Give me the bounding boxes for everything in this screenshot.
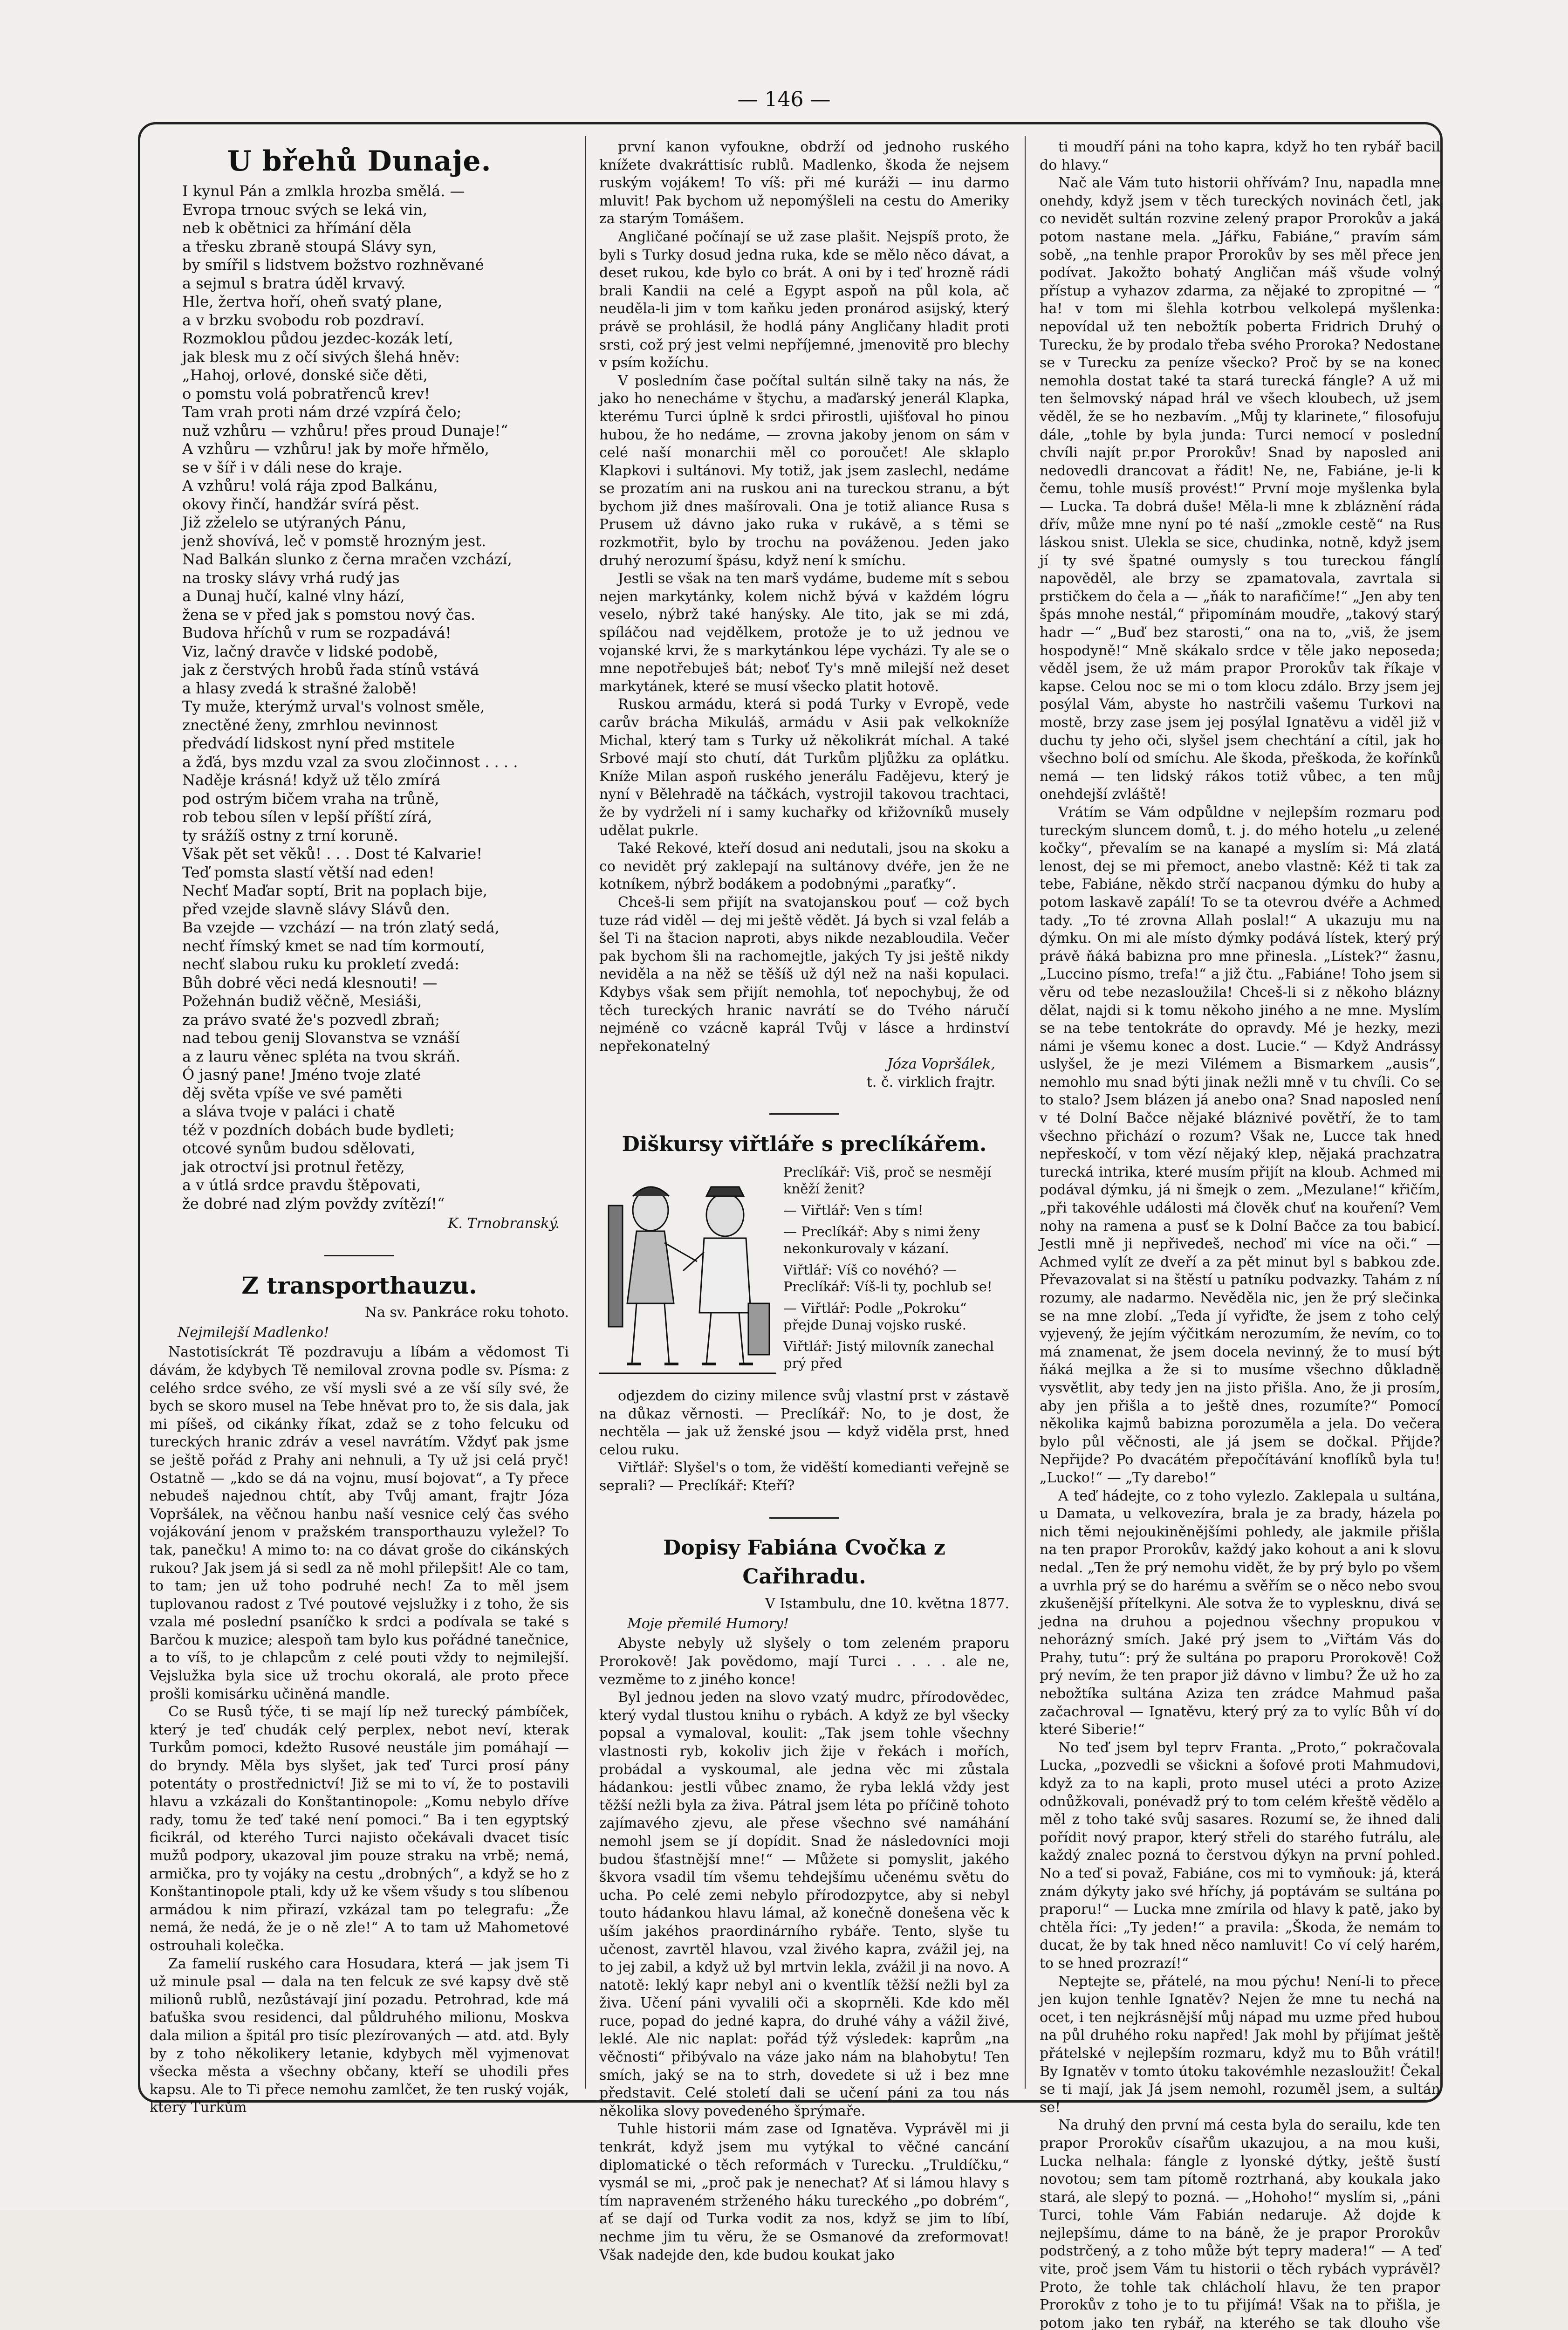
dialogue-continuation [599,1387,1009,1495]
paragraph: Neptejte se, přátelé, na mou pýchu! Není-li to přece jen kujon tenhle Ignatěv? Nejen že mne tu nechá na ocet, i ten nejkrásnější můj nápad mu uzme před hubou na půl druhého roku napřed! Jak mohl by přijímat ještě přátelské v nejlepším rozmaru, když mu to Bůh vrátil! By Ignatěv v tomto útoku takovémhle nezasloužit! Čekal se ti mají, jak Já jsem nemohl, rozuměl jsem, a sultán se! [1040,1973,1440,2116]
poem-title: U břehů Dunaje. [227,145,492,178]
paragraph: V posledním čase počítal sultán silně taky na nás, že jako ho nenecháme v štychu, a maďarský jenerál Klapka, kterému Turci úplně k srdci přirostli, ujišťoval ho pinou hubou, že ho nedáme, — zrovna jakoby jenom on sám v celé naší monarchii měl co poroučet! Ale sklaplo Klapkovi i sultánovi. My totiž, jak jsem zaslechl, nedáme se prozatím ani na ruskou ani na tureckou stranu, a být bychom již dnes mašírovali. Ona je totiž aliance Rusa s Prusem už dávno jako ruka v rukávě, a s těmi se rozkmotřit, bylo by trochu na pováženou. Jeden jako druhý nerozumí špásu, když není k smíchu. [599,372,1009,569]
paragraph: první kanon vyfoukne, obdrží od jednoho ruského knížete dvakráttisíc rublů. Madlenko, škoda že nejsem ruským vojákem! To víš: při mé kuráži — inu darmo mluvit! Pak bychom už nepomýšleli na cestu do Ameriky za starým Tomášem. [599,139,1009,227]
poem [150,182,569,1213]
dialogue-title: Diškursy viřtláře s preclíkářem. [622,1132,987,1157]
dialogue-line: Preclíkář: Viš, proč se nesmějí kněží ženit? [783,1164,992,1197]
column-rule [585,136,586,2089]
poem-line: a z lauru věnec spléta na tvou skráň. [182,1047,460,1065]
paragraph: Angličané počínají se už zase plašit. Nejspíš proto, že byli s Turky dosud jedna ruka, kde se mělo něco dávat, a deset rukou, kde bylo co brát. A oni by i teď hrozně rádi brali Kandii na celé a Egypt aspoň na půl kola, ač neuděla-li jim v tom kaňku jeden pronárod asijský, který právě se prohlásil, že hodlá pány Angličany hladit proti srsti, což prý jest velmi nepříjemné, jmenovitě pro blechy v psím kožíchu. [599,228,1009,371]
poem-line: nechť římský kmet se nad tím kormoutí, [182,937,485,955]
poem-line: A vzhůru! volá rája zpod Balkánu, [182,477,438,494]
poem-line: A vzhůru — vzhůru! jak by moře hřmělo, [182,440,489,458]
letter-body [150,1343,569,2117]
dialogue-line: Viřtlář: Víš co novéhó? — Preclíkář: Víš-li ty, pochlub se! [783,1262,993,1295]
poem-line: a Dunaj hučí, kalné vlny hází, [182,587,405,605]
poem-line: a žďá, bys mzdu vzal za svou zločinnost . . . . [182,753,518,771]
letters-body [599,1635,1009,2264]
poem-line: Teď pomsta slastí větší nad eden! [182,863,435,881]
two-men-illustration [599,1164,776,1383]
poem-line: Ó jasný pane! Jméno tvoje zlaté [182,1066,421,1083]
dialogue-line: — Viřtlář: Ven s tím! [783,1202,924,1219]
poem-line: jak otroctví jsi protnul řetězy, [182,1158,405,1176]
poem-line: Budova hříchů v rum se rozpadává! [182,624,452,642]
poem-line: Však pět set věků! . . . Dost té Kalvarie! [182,845,483,863]
separator [150,1243,569,1261]
paragraph: Chceš-li sem přijít na svatojanskou pouť — což bych tuze rád viděl — dej mi ještě vědět. Já bych si vzal feláb a šel Ti na štacion naproti, abys nikde nezabloudila. Večer pak bychom šli na rachomejtle, jakých Ty jsi ještě nikdy neviděla a na něž se těšíš už dýl než na naši kopulaci. Kdybys však sem přijít nemohla, toť nepochybuj, že od těch tureckých hranic navrátí se do Tvého náručí nejméně co vzácně kaprál Tvůj v lásce a hrdinství nepřekonatelný [599,894,1009,1055]
separator [599,1506,1009,1524]
paragraph: Nastotisíckrát Tě pozdravuju a líbám a vědomost Ti dávám, že kdybych Tě nemiloval zrovna podle sv. Písma: z celého srdce svého, ze vší mysli své a ze vší síly své, že bych se skoro musel na Tebe hněvat pro to, že sis dala, jak mi píšeš, od cikánky říkat, zdaž se z toho felcuku od tureckých hranic zdráv a vesel navrátím. Vždyť pak jsme se ještě pořád z Prahy ani nehnuli, a Ty už jsi celá pryč! Ostatně — „kdo se dá na vojnu, musí bojovat“, a Ty přece nebudeš najednou chtít, aby Tvůj amant, frajtr Józa Vopršálek, na věčnou hanbu naší vesnice celý čas svého vojákování jenom v pražském transporthauzu vyležel? To tak, panečku! A mimo to: na co dávat groše do cikánských rukou? Jak jsem já si sedl za ně mohl přilepšit! Ale co tam, to tam; jen už toho podruhé nech! Za to měl jsem tuplovanou radost z Tvé poutové vejslužky i z toho, že sis vzala mé poslední psaníčko k srdci a podívala se také s Barčou k muzice; alespoň tam bylo kus pořádné tanečnice, a to víš, to je chlapcům z celé pouti vždy to nejmilejší. Vejslužka byla sice už trochu okoralá, ale proto přece prošli komisárku učiněná mandle. [150,1344,569,1702]
dialogue-line: odjezdem do ciziny milence svůj vlastní prst v zástavě na důkaz věrnosti. — Preclíkář: No, to je dost, že nechtěla — jak už ženské jsou — když viděla prst, hned celou ruku. [599,1388,1009,1458]
poem-line: a sejmul s bratra úděl krvavý. [182,274,406,292]
poem-line: a hlasy zvedá k strašné žalobě! [182,679,418,697]
column-rule [1025,136,1026,2089]
poem-line: Viz, lačný dravče v lidské podobě, [182,642,438,660]
dialogue-block [599,1164,1009,1383]
poem-line: Naděje krásná! když už tělo zmírá [182,771,441,789]
paragraph: Ruskou armádu, která si podá Turky v Evropě, vede carův brácha Mikuláš, armádu v Asii pak velkokníže Michal, který tam s Turky už několikrát míchal. A také Srbové mají sto chutí, dát Turkům pljůžku za oplátku. Kníže Milan aspoň ruského jenerálu Fadějevu, který je nyní v Bělehradě na táčkách, vystrojil takovou trachtaci, že by vydrželi ní i samy kuchařky od křižovníků musely udělat pukrle. [599,696,1009,839]
paragraph: No teď jsem byl teprv Franta. „Proto,“ pokračovala Lucka, „pozvedli se všickni a šofové proti Mahmudovi, když za to na kapli, proto musel utéci a proto Azize odnůžkovali, ponévadž prý to tom celém křeště vědělo a měl z toho také svůj sasares. Rozumí se, že ihned dali pořídit nový prapor, který střeli do starého futrálu, ale každý znalec pozná to čerstvou dýkyn na první pohled. No a teď si považ, Fabiáne, cos mi to vymňouk: já, která znám dýkyty jako své hříchy, já poptávám se sultána po praporu!“ — Lucka mne zmírila od hlavy k patě, jako by chtěla říci: „Ty jeden!“ a pravila: „Škoda, že nemám to ducat, že by tak hned něco namluvit! Co ví celý harém, to se hned prozrazí!“ [1040,1739,1440,1972]
page-number: — 146 — [737,88,831,111]
paragraph: Na druhý den první má cesta byla do serailu, kde ten prapor Prorokův císařům ukazujou, a na mou kuši, Lucka nelhala: fángle z lyonské dýtky, ještě šustí novotou; sem tam pítomě roztrhaná, aby koukala jako stará, ale slepý to pozná. — „Hohoho!“ myslím si, „páni Turci, tohle Vám Fabián nedaruje. Až dojde k nejlepšímu, dáme to na báně, že je prapor Prorokův podstrčený, a z toho může být tepry madera!“ — A teď vite, proč jsem Vám tu historii o těch rybách vyprávěl? Proto, že tohle tak chlácholí hlavu, že ten prapor Prorokův z toho je to tu přijímá! Však na to přišla, je potom jako ten rybář, na kterého se tak dlouho vše [1040,2117,1440,2330]
paragraph: A teď hádejte, co z toho vylezlo. Zaklepala u sultána, u Damata, u velkovezíra, brala je za brady, házela po nich těmi nejoukiněnějšími pohledy, ale jakmile přišla na ten prapor Prorokův, každý jako kohout a ani k slovu nedal. „Ten že prý nemohu vidět, že by prý bylo po všem a uvrhla prý se do harému a svěřím se o něco nebo svou zkušenější přítelkyni. Ale sotva že to vyplesknu, divá se jedna na druhou a pojednou všechny propukou v nehorázný smích. Jaké prý jsem to „Viřtám Vás do Prahy, tutu“: prý že sultána po praporu Prorokově! Což prý nevím, že ten prapor již dávno v limbu? Že už ho za nebožtíka sultána Aziza ten zrádce Mahmud paša začachroval — Ignatěvu, který prý za to vylíc Bůh ví do které Siberie!“ [1040,1487,1440,1738]
poem-line: za právo svaté že's pozvedl zbraň; [182,1010,440,1028]
paragraph: Za famelií ruského cara Hosudara, která — jak jsem Ti už minule psal — dala na ten felcuk ze své kapsy dvě stě milionů rublů, nezůstávají jiní pozadu. Petrohrad, kde má baťuška svou residenci, dal půldruhého milionu, Moskva dala milion a špitál pro tisíc plezírovaných — atd. atd. Byly by z toho několikery letanie, kdybych měl vyjmenovat všecka města a všechny občany, kteří se uhodili přes kapsu. Ale to Ti přece nemohu zamlčet, že ten ruský voják, který Turkům [150,1955,569,2116]
separator [599,1102,1009,1120]
column-3 [1040,138,1440,2330]
paragraph: Vrátím se Vám odpůldne v nejlepším rozmaru pod tureckým sluncem domů, t. j. do mého hotelu „u zelené kočky“, převalím se na kanapé a myslím si: Má zlatá lenost, dej se mi přemoct, anebo vlastně: Kéž ti tak za tebe, Fabiáne, někdo strčí nacpanou dýmku do huby a potom laskavě zapálí! To se ta otevrou dvéře a Achmed tady. „To té zrovna Allah poslal!“ A ukazuju mu na dýmku. On mi ale místo dýmky podává lístek, který prý právě ňáká babizna pro mne přinesla. „Lístek?“ žasnu, „Luccino písmo, trefa!“ a již čtu. „Fabiáne! Toho jsem si věru od tebe nezasloužila! Chceš-li si z někoho blázny dělat, najdi si k tomu někoho jiného a ne mne. Myslím se na tebe tentokráte do opravdy. Mé je hezky, mezi námi je všemu konec a dost. Lucie.“ — Když Andrássy uslyšel, že je mezi Vilémem a Bismarkem „ausis“, nemohlo mu snad býti jinak nežli mně v tu chvíli. Co se to stalo? Jsem blázen já anebo ona? Snad naposled není v té Dolní Bačce nějaké bláznivé povětří, že to tam všechno přichází o rozum? Však ne, Lucce tak hned nepřeskočí, v tom vězí nějaký klep, nějaká prachzatra turecká intrika, které musím přijít na kloub. Achmed mi podával dýmku, já ni šmejk o zem. „Mezulane!“ křičím, „při takovéhle události má člověk chuť na kouření? Vem nohy na ramena a pusť se k Dolní Bačce za tou babicí. Jestli mně ji nepřivedeš, nechoď mi více na oči.“ — Achmed vylít ze dveří a za pět minut byl s babkou zde. Převazovalat si na štěstí u patníku podvazky. Tahám z ní rozumy, ale nadarmo. Nevěděla nic, jen že prý slečinka se na mne zlobí. „Teda jí vyřiďte, že jsem z toho celý vyjevený, že jejím výčitkám nerozumím, že nevím, co to má znamenat, že jsem docela nevinný, že to musí být ňáká mejlka a že si to musíme všechno důkladně vysvětlit, aby tedy jen na jisto přišla. Ano, že ji prosím, aby jen přišla a to ještě dnes, rozumíte?“ Pomocí několika kajmů babizna porozuměla a jela. Do večera bylo půl věčnosti, ale já jsem se dočkal. Přijde? Nepřijde? Po dvacátém přepočítávání knoflíků byla tu! „Lucko!“ — „Ty darebo!“ [1040,804,1440,1486]
paragraph: Abyste nebyly už slyšely o tom zeleném praporu Prorokově! Jak povědomo, mají Turci . . . . ale ne, vezměme to z jiného konce! [599,1635,1009,1688]
poem-line: Tam vrah proti nám drzé vzpírá čelo; [182,403,462,421]
poem-line: „Hahoj, orlové, donské siče děti, [182,366,428,384]
dialogue-line: — Preclíkář: Aby s nimi ženy nekonkurovaly v kázaní. [783,1224,980,1257]
poem-line: nuž vzhůru — vzhůru! přes proud Dunaje!“ [182,421,508,439]
poem-line: a v útlá srdce pravdu štěpovati, [182,1176,421,1194]
signature-name: Józa Vopršálek, [887,1056,995,1073]
paragraph: Také Rekové, kteří dosud ani nedutali, jsou na skoku a co nevidět prý zaklepají na sultánovy dvéře, jen že ne kotníkem, nýbrž bodákem a podobnými „paraťky“. [599,840,1009,893]
letters-greeting: Moje přemilé Humory! [627,1615,789,1632]
poem-line: Rozmoklou půdou jezdec-kozák letí, [182,329,453,347]
poem-line: předvádí lidskost nyní před mstitele [182,734,455,752]
poem-line: Již zželelo se utýraných Pánu, [182,514,406,531]
poem-line: na trosky slávy vrhá rudý jas [182,569,400,587]
dialogue-text [783,1164,1009,1376]
poem-line: rob tebou sílen v lepší příští zírá, [182,808,432,826]
poem-author: K. Trnobranský. [447,1215,560,1232]
poem-line: Ba vzejde — vzchází — na trón zlatý sedá, [182,918,500,936]
poem-line: jak blesk mu z očí sivých šlehá hněv: [182,348,460,366]
poem-line: Nechť Maďar soptí, Brit na poplach bije, [182,882,487,899]
poem-line: nechť slabou ruku ku prokletí zvedá: [182,955,459,973]
dialogue-line: — Viřtlář: Podle „Pokroku“ přejde Dunaj vojsko ruské. [783,1300,967,1333]
poem-line: a třesku zbraně stoupá Slávy syn, [182,237,437,255]
poem-line: a v brzku svobodu rob pozdraví. [182,311,425,329]
poem-line: žena se v před jak s pomstou nový čas. [182,605,476,624]
poem-line: před vzejde slavně slávy Slávů den. [182,900,450,918]
paragraph: Jestli se však na ten marš vydáme, budeme mít s sebou nejen markytánky, kolem nichž bývá v každém lógru veselo, nýbrž také hanýsky. Ale tito, jak se mi zdá, spíláčou nad vejdělkem, protože je to už jednou ve vojanské krvi, že s markytánkou lépe vycházi. Ty ale se o mne nepotřebuješ bát; neboť Ty's mně milejší než deset markytánek, které se musí všecko platit hotově. [599,570,1009,695]
poem-line: Nad Balkán slunko z černa mračen vzchází, [182,550,512,568]
poem-line: znectěné ženy, zmrhlou nevinnost [182,716,438,734]
poem-line: Evropa trnouc svých se leká vin, [182,200,428,219]
poem-line: ty srážíš ostny z trní koruně. [182,826,398,844]
column-2 [599,138,1009,2263]
page-frame [138,122,1443,2330]
letter-greeting: Nejmilejší Madlenko! [178,1324,329,1341]
poem-line: jenž shovívá, leč v pomstě hrozným jest. [182,532,486,550]
paragraph: Tuhle historii mám zase od Ignatěva. Vyprávěl mi ji tenkrát, když jsem mu vytýkal to věčné cancání diplomatické o těch reformách v Turecku. „Truldíčku,“ vysmál se mi, „proč pak je nenechat? Ať si lámou hlavy s tím napraveném strženého háku tureckého „po dobrém“, ať se dají od Turka vodit za nos, když se jim to líbí, nechme jim tu věru, že se Osmanové da zreformovat! Však nadejde den, kde budou koukat jako [599,2121,1009,2263]
paragraph: ti moudří páni na toho kapra, když ho ten rybář bacil do hlavy.“ [1040,139,1440,173]
poem-line: se v šíř i v dáli nese do kraje. [182,458,403,476]
poem-line: pod ostrým bičem vraha na trůně, [182,789,439,808]
poem-line: a sláva tvoje v paláci i chatě [182,1103,395,1120]
poem-line: Ty muže, kterýmž urval's volnost směle, [182,698,485,715]
poem-line: o pomstu volá pobratřenců krev! [182,384,430,403]
poem-line: okovy řinčí, handžár svírá pěst. [182,495,420,513]
letters-body-continued [1040,138,1440,2330]
poem-line: by smířil s lidstvem božstvo rozhněvané [182,256,484,274]
poem-line: Požehnán budiž věčně, Mesiáši, [182,992,422,1010]
letter-dateline: Na sv. Pankráce roku tohoto. [364,1304,569,1321]
poem-line: též v pozdních dobách bude bydleti; [182,1121,455,1139]
poem-line: nad tebou genij Slovanstva se vznáší [182,1029,460,1047]
letters-dateline: V Istambulu, dne 10. května 1877. [765,1596,1009,1612]
column-1 [150,138,569,2116]
poem-line: Hle, žertva hoří, oheň svatý plane, [182,293,443,310]
paragraph: Nač ale Vám tuto historii ohřívám? Inu, napadla mne onehdy, když jsem v těch tureckých novinách četl, jak co nevidět sultán rozvine zelený prapor Prorokův a jaká potom nastane mela. „Jářku, Fabiáne,“ pravím sám sobě, „na tenhle prapor Prorokův by ses měl přece jen podívat. Jakožto bohatý Angličan máš všude volný přístup a vyhazov zdarma, za nějaké to zpropitné — “ ha! v tom mi šlehla kotrbou velkolepá myšlenka: nepovídal už ten nebožtík poberta Fridrich Druhý o Turecku, že by prodalo třeba svého Proroka? Nedostane se v Turecku za peníze všecko? Proč by se na konec nemohla dostat také ta stará turecká fángle? A už mi ten šelmovský nápad hrál ve všech kloubech, už jsem věděl, že se ho nezbavím. „Můj ty klarinete,“ filosofuju dále, „tohle by byla junda: Turci nemocí v poslední chvíli najít pr.por Prorokův! Snad by naposled ani nedovedli drancovat a řádit! Ne, ne, Fabiáne, je-li k čemu, tohle musíš provést!“ První moje myšlenka byla — Lucka. Ta dobrá duše! Měla-li mne k zbláznění ráda dřív, může mne nyní po té naší „zmokle cestě“ na Rus láskou snist. Ulekla se sice, chudinka, notně, když jsem jí ty své špatné oumysly s tou tureckou fánglí napověděl, ale brzy se zpamatovala, zavrtala si prstičkem do čela a — „ňák to narafičíme!“ „Jen aby ten špás mnohe nestál,“ připomínám moudře, „takový starý hadr —“ „Buď bez starosti,“ ona na to, „viš, že jsem hospodyně!“ Mně skákalo srdce v těle jako neposeda; věděl jsem, že už mám prapor Prorokův tak říkaje v kapse. Celou noc se mi o tom klocu zdálo. Brzy jsem jej posýlal Vám, abyste ho nastrčili vašemu Turkovi na mostě, brzy zase jsem jej posýlal Ignatěvu a viděl již v duchu ty jeho oči, slyšel jsem chechtání a cítil, jak ho všechno bolí od smíchu. Ale škoda, přeškoda, že kořínků nemá — ten lidský rákos totiž vůbec, a ten můj onehdejší zvláště! [1040,175,1440,803]
paragraph: Co se Rusů týče, ti se mají líp než turecký pámbíček, který je teď chudák celý perplex, nebot neví, kterak Turkům pomoci, kdežto Rusové neustále jim pomáhají — do bryndy. Měla bys slyšet, jak teď Turci prosí pány potentáty o prostřednictví! Již se mi to ví, že to postavili hlavu a vzkázali do Konštantinopole: „Komu nebylo dříve rady, tomu že teď také není pomoci.“ Ba i ten egyptský ficikrál, od kterého Turci najisto očekávali dvacet tisíc mužů podpory, ukazoval jim pouze straku na vrbě; nemá, armička, pro ty vojáky na cestu „drobných“, a když se ho z Konštantinopole ptali, kdy už ke všem všudy s tou slíbenou armádou k nim přirazí, vzkázal tam po telegrafu: „Že nemá, že nedá, že je o ně zle!“ A to tam už Mahometové ostrouhali kolečka. [150,1704,569,1954]
poem-line: neb k obětnici za hřímání děla [182,219,411,237]
paragraph: Byl jednou jeden na slovo vzatý mudrc, přírodovědec, který vydal tlustou knihu o rybách. A když ze byl všecky popsal a vymaloval, koulit: „Tak jsem tohle všechny vlastnosti ryb, kokoliv jich žije v řekách i mořích, probádal a vyskoumal, ale jedna věc mi zůstala hádankou: jestli vůbec znamo, že ryba leklá vždy jest těžší nežli byla za živa. Pátral jsem léta po příčině tohoto zajímavého zjevu, ale přese všechno své namáhání nemohl jsem se jí dopídit. Snad že následovníci moji budou šťastnější mne!“ — Můžete si pomyslit, jakého škvora vsadil tím všemu tehdejšímu učenému světu do ucha. Po celé zemi nebylo přírodozpytce, aby si nebyl touto hádankou hlavu lámal, až konečně donešena věc k uším jakéhos praordinárního rybáře. Tento, slyše tu učenost, zavrtěl hlavou, vzal živého kapra, zvážil jej, na to jej zabil, a když už byl mrtvin lekla, zvážil ji na novo. A natotě: leklý kapr nebyl ani o kventlík těžší nežli byl za živa. Učení páni vyvalili oči a skoprněli. Kde kdo měl ruce, popad do jedné kapra, do druhé váhy a vážil živé, leklé. Ale nic naplat: pořád týž výsledek: kaprům „na věčnosti“ přibývalo na váze jako nám na blahobytu! Ten smích, jaký se na to strh, dovedete si už i bez mne představit. Celé století dali se učení páni za tou nás několika slovy povedeného šprýmaře. [599,1689,1009,2119]
poem-line: otcové synům budou sdělovati, [182,1139,416,1157]
letter-continuation [599,138,1009,1055]
letter-title: Z transporthauzu. [241,1272,477,1300]
poem-line: že dobré nad zlým povždy zvítězí!“ [182,1194,445,1213]
signature-rank: t. č. virklich frajtr. [866,1074,995,1090]
letters-title: Dopisy Fabiána Cvočka z Cařihradu. [663,1536,945,1589]
poem-line: Bůh dobré věci nedá klesnouti! — [182,973,438,992]
dialogue-line: Viřtlář: Jistý milovník zanechal prý před [783,1338,994,1371]
dialogue-line: Viřtlář: Slyšel's o tom, že viděští komedianti veřejně se seprali? — Preclíkář: Kteří? [599,1460,1009,1494]
poem-line: jak z čerstvých hrobů řada stínů vstává [182,661,479,678]
poem-line: děj světa vpíše ve své paměti [182,1084,403,1102]
poem-line: I kynul Pán a zmlkla hrozba smělá. — [182,182,465,200]
